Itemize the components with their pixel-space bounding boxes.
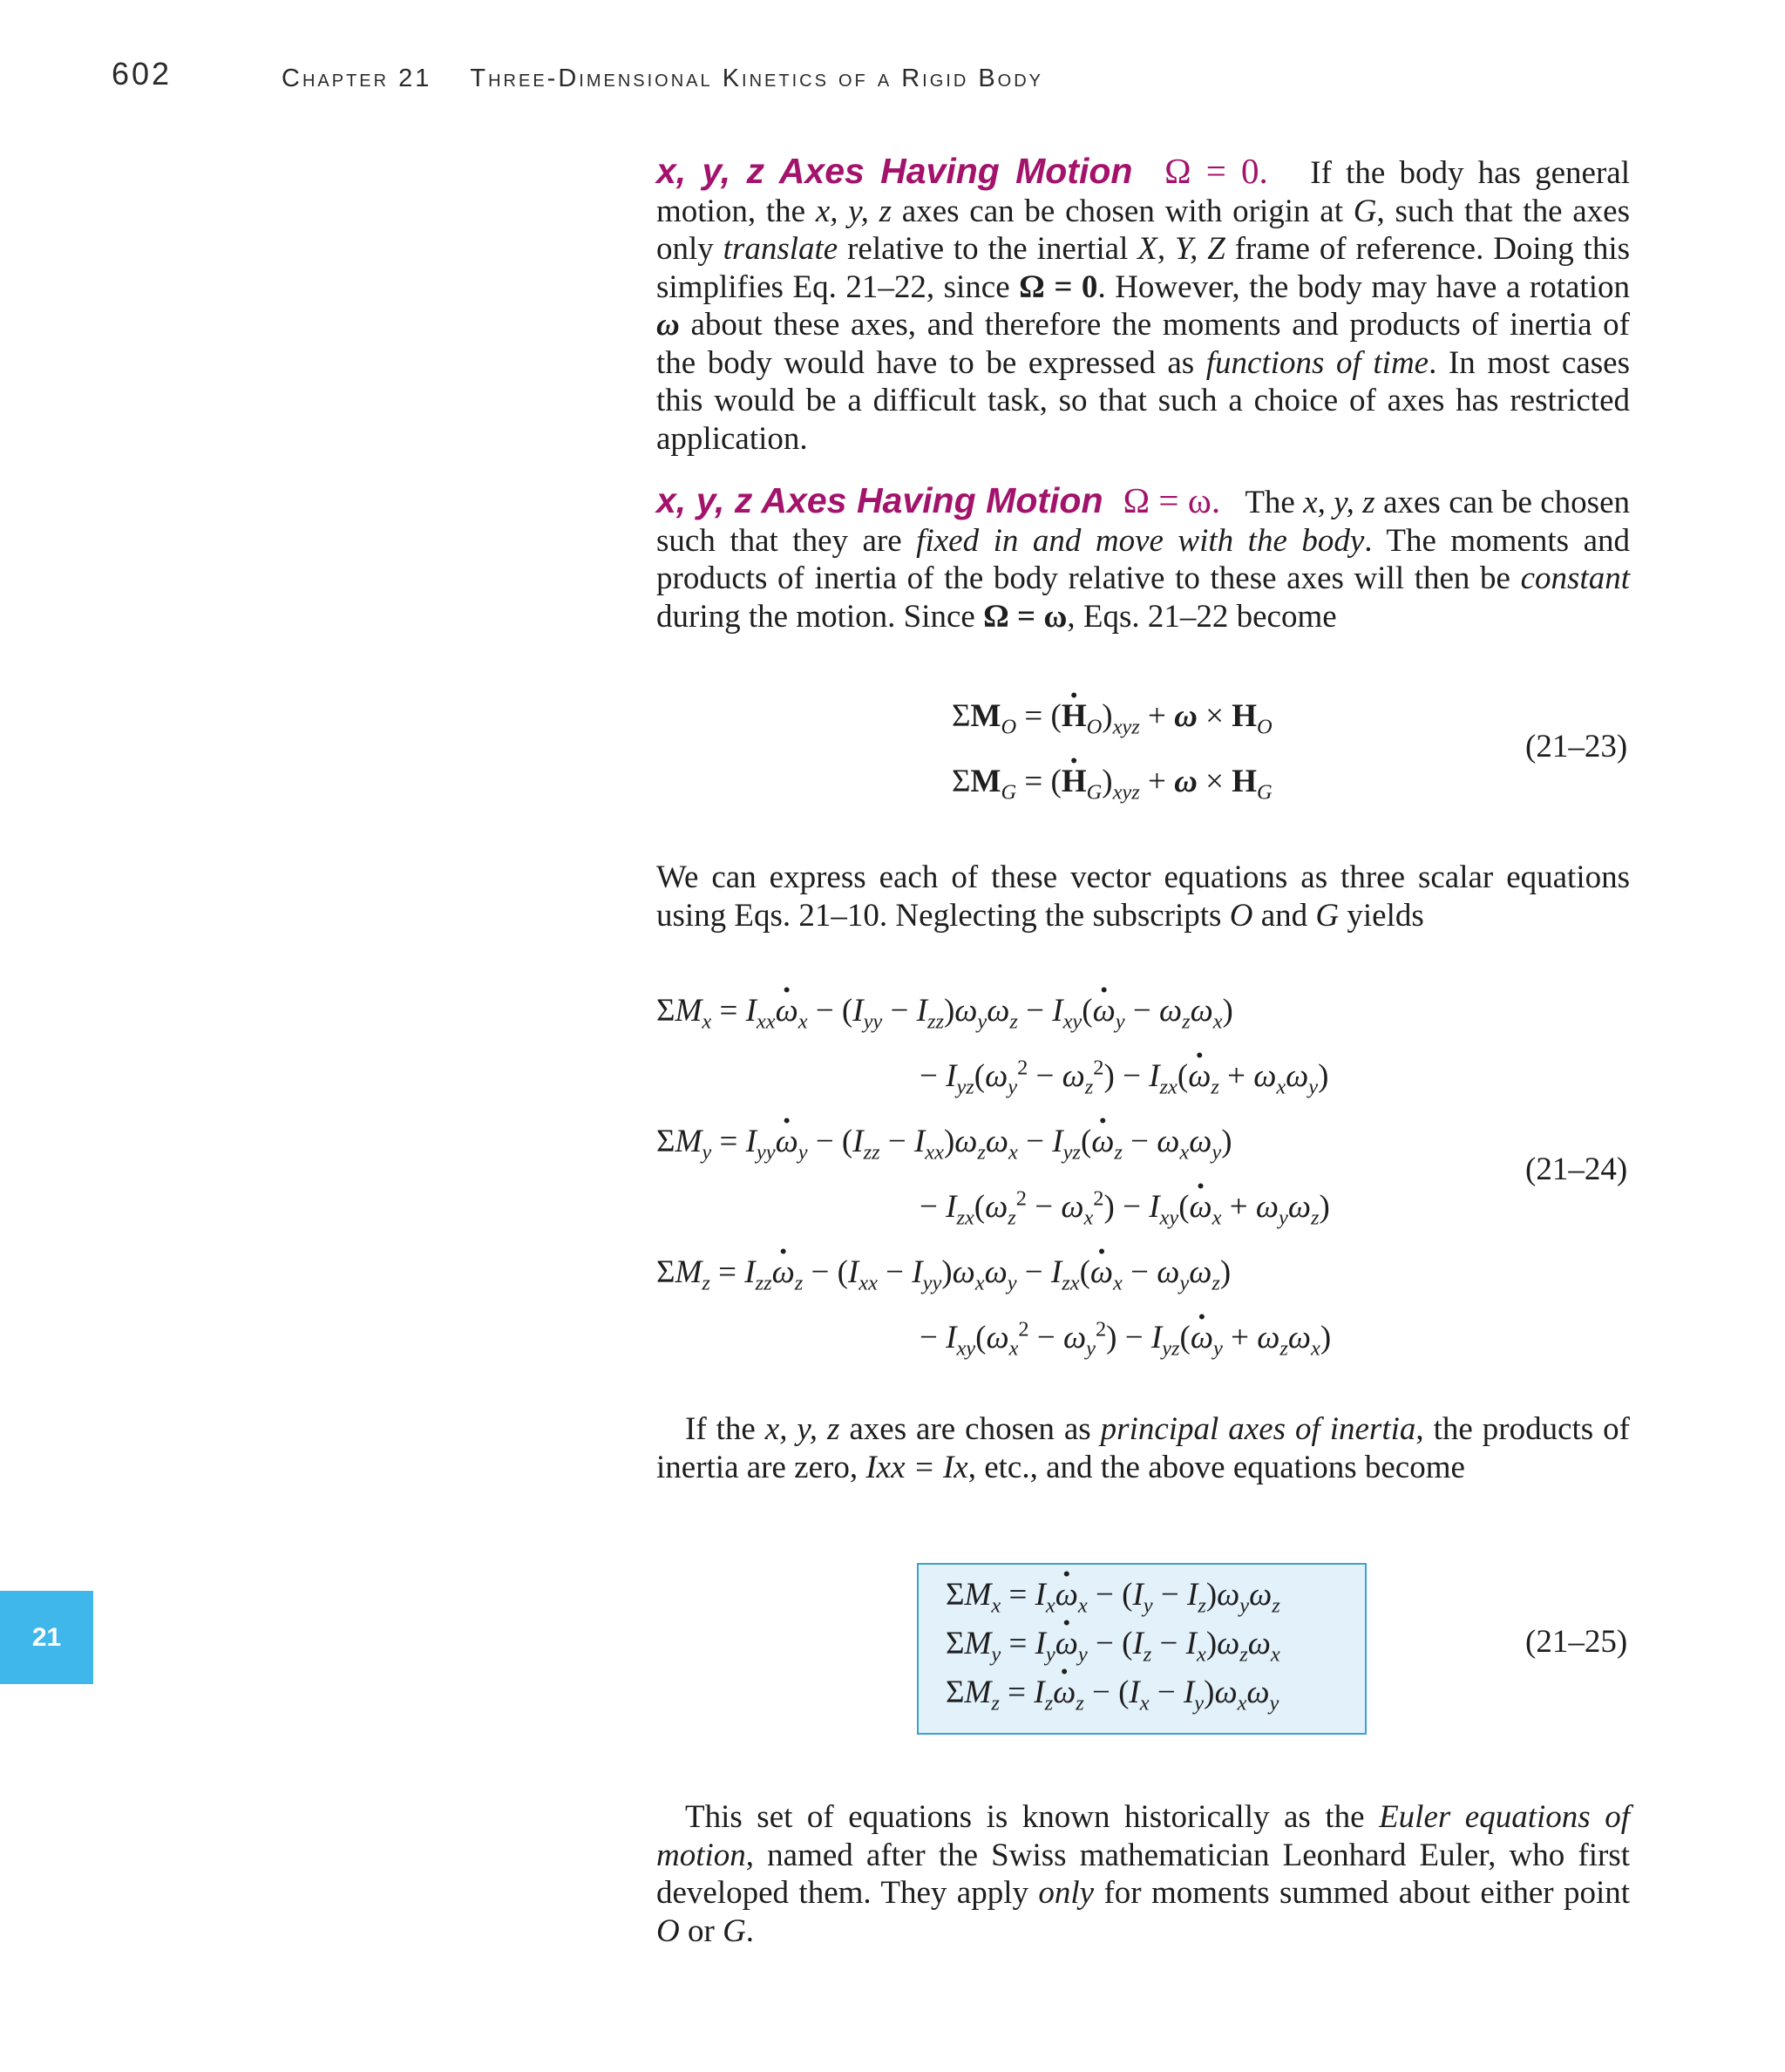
paragraph-scalar-text: We can express each of these vector equations as three scalar equations using Eqs. 21–10. Neglecting the subscripts O and G yields [656,859,1630,934]
section-heading-1: x, y, z Axes Having Motion Ω = 0. [656,151,1268,191]
chapter-label: Chapter 21 [282,65,432,92]
section-omega-zero [656,153,1630,458]
section-omega-zero-paragraph: x, y, z Axes Having Motion Ω = 0. If the body has general motion, the x, y, z axes can be chosen with origin at G, such that the axes only translate relative to the inertial X, Y, Z frame of reference. Doing this simplifies Eq. 21–22, since Ω = 0. However, the body may have a rotation ω about these axes, and therefore the moments and products of inertia of the body would have to be expressed as functions of time. In most cases this would be a difficult task, so that such a choice of axes has restricted application. [656,151,1631,457]
running-head [282,65,1043,93]
section-omega-equals-paragraph: x, y, z Axes Having Motion Ω = ω. The x, y, z axes can be chosen such that they are fixed in and move with the body. The moments and products of inertia of the body relative to these axes will then be constant during the motion. Since Ω = ω, Eqs. 21–22 become [656,480,1630,635]
page-number: 602 [112,56,173,92]
equation-number-21-23: (21–23) [1525,729,1628,764]
equation-21-25-line-1: $\Sigma M_x = I_x\omega \cdot_x - (I_y - I_z)\omega_y\omega_z$ [946,1576,1280,1614]
equation-21-24-mx-line-1: $\Sigma M_x = I_{xx}\omega \cdot_x - (I_{yy} - I_{zz})\omega_y\omega_z - I_{xy}(\omega \cdot_y - \omega_z\omega_x)$ [656,992,1233,1030]
equation-21-24-my-line-2: − $I_{zx}(\omega_z^2 - \omega_x^2) - I_{xy}(\omega \cdot_x + \omega_y\omega_z)$ [920,1188,1330,1226]
equation-21-23-line-1: $\Sigma M_O = (H \cdot_O)_{xyz} + \omega \times H_O$ [952,697,1273,736]
equation-21-24-mz-line-1: $\Sigma M_z = I_{zz}\omega \cdot_z - (I_{xx} - I_{yy})\omega_x\omega_y - I_{zx}(\omega \cdot_x - \omega_y\omega_z)$ [656,1253,1231,1292]
chapter-tab[interactable]: 21 [0,1591,93,1684]
paragraph-euler-text: This set of equations is known historically as the Euler equations of motion, named after the Swiss mathematician Leonhard Euler, who first developed them. They apply only for moments summed about either point O or G. [656,1799,1631,1949]
equation-number-21-25: (21–25) [1525,1624,1628,1660]
section-omega-equals [656,482,1630,635]
section-heading-2: x, y, z Axes Having Motion Ω = ω. [656,480,1221,520]
paragraph-principal-text: If the x, y, z axes are chosen as principal axes of inertia, the products of inertia are zero, Ixx = Ix, etc., and the above equations become [656,1411,1630,1485]
equation-21-24-mx-line-2: − $I_{yz}(\omega_y^2 - \omega_z^2) - I_{zx}(\omega \cdot_z + \omega_x\omega_y)$ [920,1057,1328,1096]
paragraph-principal [656,1410,1630,1486]
equation-21-23-line-2: $\Sigma M_G = (H \cdot_G)_{xyz} + \omega \times H_G$ [952,763,1273,801]
chapter-title: Three-Dimensional Kinetics of a Rigid Body [470,65,1044,92]
equation-21-24-mz-line-2: − $I_{xy}(\omega_x^2 - \omega_y^2) - I_{yz}(\omega \cdot_y + \omega_z\omega_x)$ [920,1319,1331,1357]
equation-number-21-24: (21–24) [1525,1151,1628,1187]
heading-condition: Ω = ω. [1123,480,1221,520]
heading-condition: Ω = 0. [1164,151,1268,191]
paragraph-euler [656,1798,1630,1950]
equation-21-25-line-2: $\Sigma M_y = I_y\omega \cdot_y - (I_z - I_x)\omega_z\omega_x$ [946,1625,1280,1663]
equation-21-25-line-3: $\Sigma M_z = I_z\omega \cdot_z - (I_x - I_y)\omega_x\omega_y$ [946,1674,1279,1712]
equation-21-24-my-line-1: $\Sigma M_y = I_{yy}\omega \cdot_y - (I_{zz} - I_{xx})\omega_z\omega_x - I_{yz}(\omega \cdot_z - \omega_x\omega_y)$ [656,1123,1232,1161]
paragraph-scalar [656,859,1630,934]
